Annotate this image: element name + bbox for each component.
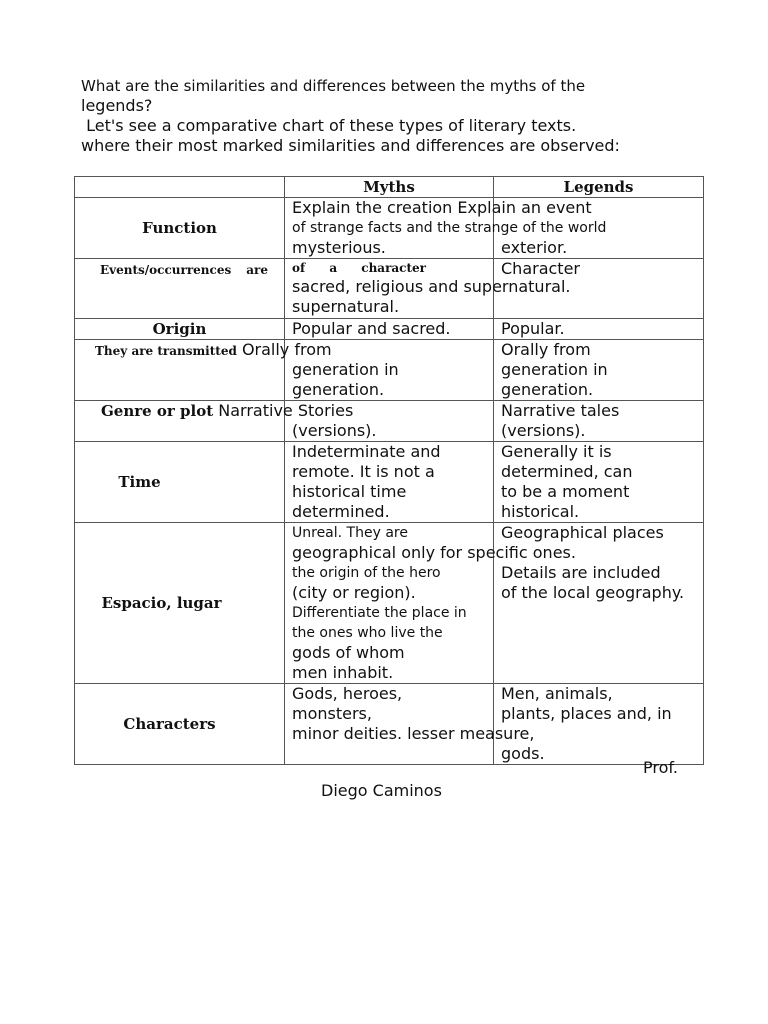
row-label-text: Genre or plot (101, 402, 214, 420)
cell-line: generation in (292, 360, 399, 379)
table-row-space (75, 523, 704, 684)
row-label-time: Time (75, 442, 285, 523)
label-word: Events/occurrences (100, 263, 232, 277)
cell-line: remote. It is not a (292, 462, 435, 481)
cell-line: (versions). (501, 421, 586, 440)
legends-cell-transmitted (494, 340, 704, 401)
cell-line: mysterious. (292, 238, 386, 257)
table-row-characters (75, 684, 704, 765)
myths-cell-characters (285, 684, 535, 765)
cell-line: Geographical places (501, 523, 664, 542)
cell-line: monsters, (292, 704, 372, 723)
cell-line: Indeterminate and (292, 442, 441, 461)
intro-line-2: legends? (81, 96, 153, 115)
cell-line: Character (501, 259, 580, 278)
cell-line: historical. (501, 502, 580, 521)
table-row-transmitted (75, 340, 704, 401)
row-label-overflow: Narrative Stories (218, 401, 354, 420)
myths-cell-time (285, 442, 494, 523)
cell-line: (city or region). (292, 583, 416, 602)
row-label-text: They are transmitted (95, 344, 237, 358)
intro-line-1: What are the similarities and differences between the myths of the (81, 77, 586, 95)
row-label-events (75, 259, 285, 319)
cell-line: historical time (292, 482, 407, 501)
myths-cell-origin: Popular and sacred. (285, 319, 494, 340)
cell-line: of strange facts and the strange of the world (292, 220, 607, 236)
row-label-characters: Characters (75, 684, 285, 765)
cell-line: sacred, religious and supernatural. (292, 277, 571, 296)
cell-word: of (292, 261, 306, 275)
intro-line-3: Let's see a comparative chart of these types of literary texts. (81, 116, 577, 135)
cell-line: men inhabit. (292, 663, 394, 682)
row-label-origin: Origin (75, 319, 285, 340)
myths-header: Myths (285, 177, 494, 198)
legends-cell-genre (494, 401, 704, 442)
cell-line: plants, places and, in (501, 704, 672, 723)
row-label-function: Function (75, 198, 285, 259)
cell-line: gods. (501, 744, 545, 763)
cell-line: Men, animals, (501, 684, 613, 703)
table-row-function (75, 198, 704, 259)
cell-line: determined, can (501, 462, 633, 481)
cell-line: Generally it is (501, 442, 612, 461)
cell-line: determined. (292, 502, 390, 521)
author-name: Diego Caminos (321, 781, 442, 800)
comparison-table (74, 176, 704, 765)
cell-line: geographical only for specific ones. (292, 543, 576, 562)
cell-line: Differentiate the place in (292, 605, 467, 621)
cell-line: generation in (501, 360, 608, 379)
cell-line: minor deities. lesser measure, (292, 724, 535, 743)
label-word: are (246, 263, 268, 277)
cell-line: Explain the creation Explain an event (292, 198, 592, 217)
myths-cell-events (285, 259, 571, 319)
row-label-transmitted (75, 340, 332, 401)
cell-line: Narrative tales (501, 401, 620, 420)
table-row-genre (75, 401, 704, 442)
cell-line: generation. (501, 380, 594, 399)
cell-line: (versions). (292, 421, 377, 440)
intro-text (81, 76, 721, 156)
empty-header-cell (75, 177, 285, 198)
cell-word: a (329, 261, 338, 275)
cell-line: gods of whom (292, 643, 405, 662)
table-row-origin (75, 319, 704, 340)
cell-line: Gods, heroes, (292, 684, 403, 703)
cell-line: the origin of the hero (292, 565, 441, 581)
legends-header: Legends (494, 177, 704, 198)
table-row-events (75, 259, 704, 319)
myths-cell-space (285, 523, 576, 684)
table-row-time (75, 442, 704, 523)
cell-line: Unreal. They are (292, 525, 408, 541)
cell-word: character (361, 261, 426, 275)
row-label-overflow: Orally from (241, 340, 332, 359)
cell-line: to be a moment (501, 482, 630, 501)
table-header-row (75, 177, 704, 198)
cell-line: of the local geography. (501, 583, 685, 602)
legends-cell-time (494, 442, 704, 523)
cell-line: Details are included (501, 563, 661, 582)
author-title: Prof. (643, 758, 678, 777)
cell-line: Orally from (501, 340, 591, 359)
cell-line: supernatural. (292, 297, 400, 316)
cell-line: generation. (292, 380, 385, 399)
legends-cell-origin: Popular. (494, 319, 704, 340)
row-label-space: Espacio, lugar (75, 523, 285, 684)
intro-line-4: where their most marked similarities and differences are observed: (81, 136, 620, 155)
cell-line: exterior. (501, 238, 568, 257)
cell-line: the ones who live the (292, 625, 443, 641)
